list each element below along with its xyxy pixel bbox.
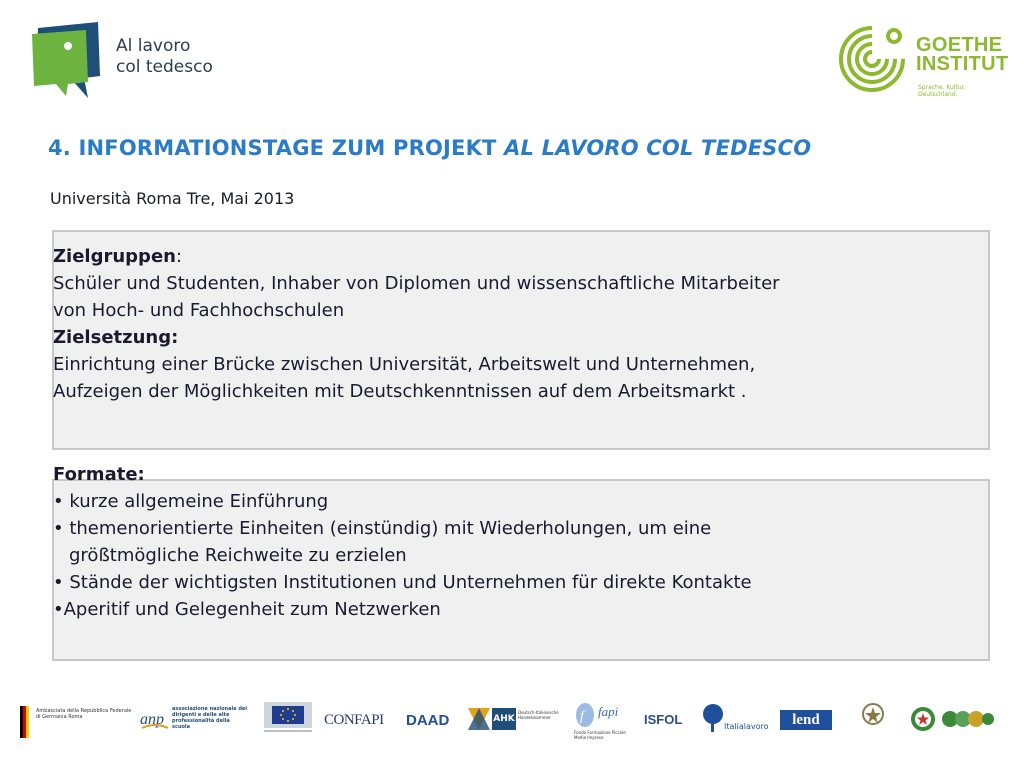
miur-circles-icon [942, 708, 994, 730]
german-flag-icon [18, 706, 32, 738]
confapi-logo: CONFAPI [324, 712, 384, 728]
miur-logo [942, 708, 994, 730]
heading-formate: Formate: [53, 464, 145, 485]
miur-emblem-icon [910, 706, 936, 732]
slide-title [48, 136, 811, 160]
daad-logo: DAAD [406, 712, 450, 729]
svg-text:f: f [580, 709, 584, 724]
heading-zielsetzung: Zielsetzung: [53, 327, 179, 348]
zielsetzung-text-line2: Aufzeigen der Möglichkeiten mit Deutschkenntnissen auf dem Arbeitsmarkt . [53, 381, 747, 402]
ahk-text: AHK [492, 708, 516, 730]
goethe-spiral-icon [832, 22, 912, 96]
zielsetzung-text-line1: Einrichtung einer Brücke zwischen Universität, Arbeitswelt und Unternehmen, [53, 354, 756, 375]
eu-logo [264, 702, 312, 738]
svg-text:anp: anp [140, 711, 164, 728]
miur-emblem [910, 706, 936, 732]
list-item: • Stände der wichtigsten Institutionen und Unternehmen für direkte Kontakte [53, 572, 752, 593]
partner-logos-footer [0, 696, 1024, 756]
ahk-subtext: Deutsch-Italienische Handelskammer [518, 710, 559, 720]
formats-content [53, 461, 993, 623]
list-item-continuation: größtmögliche Reichweite zu erzielen [69, 545, 407, 566]
italialavoro-mark-icon [702, 704, 724, 734]
ahk-mark-icon [466, 706, 492, 732]
fapi-text: fapi [598, 704, 619, 719]
isfol-logo: ISFOL [644, 712, 683, 727]
goethe-text-line1: GOETHE [916, 34, 1003, 56]
speech-bubble-logo-icon [28, 20, 108, 102]
zielgruppen-text-line1: Schüler und Studenten, Inhaber von Diplomen und wissenschaftliche Mitarbeiter [53, 273, 780, 294]
target-groups-content [53, 243, 993, 405]
anp-text: associazione nazionale dei dirigenti e delle alte professionalità della scuola [172, 706, 248, 730]
logo-text-line1: Al lavoro [116, 36, 191, 56]
fapi-subtext: Fondo Formazione Piccole Medie Imprese [574, 730, 626, 740]
fapi-mark-icon [574, 702, 596, 728]
slide-subtitle: Università Roma Tre, Mai 2013 [50, 189, 295, 208]
anp-mark-icon [140, 704, 170, 732]
goethe-text-line2: INSTITUT [916, 53, 1009, 75]
list-item: • themenorientierte Einheiten (einstündig) mit Wiederholungen, um eine [53, 518, 712, 539]
heading-zielgruppen: Zielgruppen [53, 246, 176, 267]
eu-flag-icon [264, 702, 312, 738]
italian-republic-emblem [860, 702, 886, 732]
title-italic: AL LAVORO COL TEDESCO [504, 136, 812, 160]
italialavoro-text: Italialavoro [724, 722, 769, 731]
embassy-text: Ambasciata della Repubblica Federale di Germania Roma [36, 708, 132, 720]
republic-emblem-icon [860, 702, 886, 732]
title-prefix: 4. INFORMATIONSTAGE ZUM PROJEKT [48, 136, 505, 160]
lend-logo: lend [780, 710, 832, 730]
zielgruppen-text-line2: von Hoch- und Fachhochschulen [53, 300, 345, 321]
list-item: • kurze allgemeine Einführung [53, 491, 329, 512]
goethe-tagline: Sprache. Kultur. Deutschland. [918, 84, 966, 98]
ahk-logo [466, 706, 566, 732]
al-lavoro-logo [28, 20, 228, 102]
logo-text-line2: col tedesco [116, 57, 213, 77]
heading-zielgruppen-colon: : [175, 246, 183, 267]
goethe-institut-logo [832, 22, 1009, 98]
list-item: •Aperitif und Gelegenheit zum Netzwerken [53, 599, 441, 620]
